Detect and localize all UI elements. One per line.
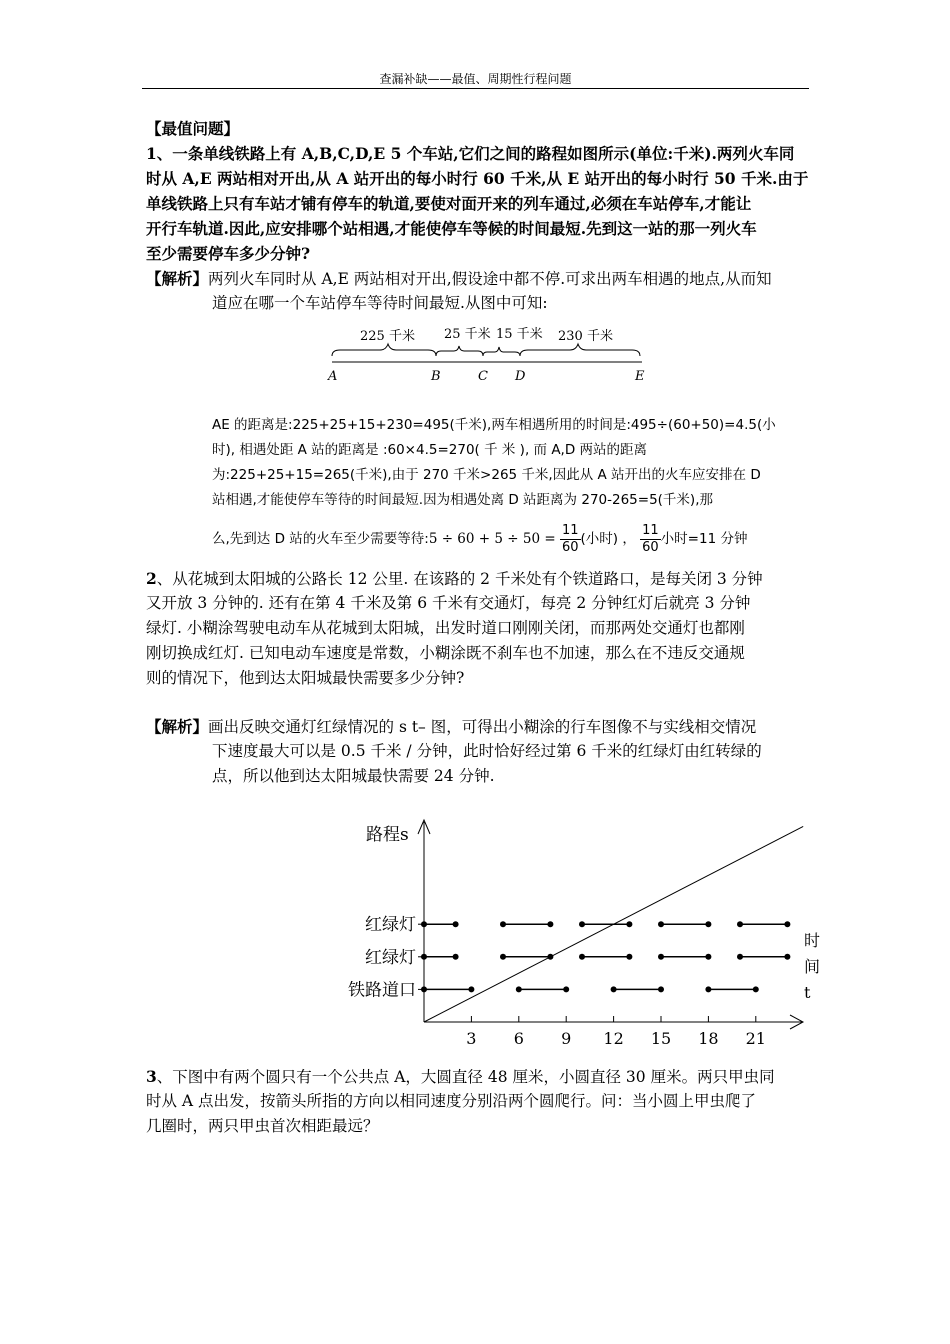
row-label: 红绿灯 [365,947,416,968]
formula: 5 ÷ 60 + 5 ÷ 50 = [428,531,556,547]
row-label: 红绿灯 [365,915,416,936]
chart-ticks [466,1016,766,1048]
interval-endpoint [579,921,585,927]
y-axis-label: 路程s [366,825,409,845]
fraction-numerator: 11 [561,522,579,538]
question-line: 开行车轨道.因此,应安排哪个站相遇,才能使停车等候的时间最短.先到这一站的那一列火车 [146,219,757,238]
interval-endpoint [658,954,664,960]
brace-ab [332,344,436,356]
section-title: 【最值问题】 [146,119,240,138]
interval-endpoint [421,986,427,992]
question-number: 3 [146,1067,157,1086]
question-line: 刚切换成红灯. 已知电动车速度是常数，小糊涂既不刹车也不加速，那么在不违反交通规 [146,644,745,662]
answer-line: AE 的距离是:225+25+15+230=495(千米),两车相遇所用的时间是:495÷(60+50)=4.5(小 [212,417,776,433]
answer-line: 画出反映交通灯红绿情况的 s t– 图，可得出小糊涂的行车图像不与实线相交情况 [208,718,757,736]
answer-tag: 【解析】 [146,717,209,736]
segment-label: 25 千米 [444,327,491,342]
question-line: 绿灯. 小糊涂驾驶电动车从花城到太阳城，出发时道口刚刚关闭，而那两处交通灯也都刚 [146,619,745,637]
segment-label: 15 千米 [496,327,543,342]
header-rule [142,88,809,89]
brace-de [520,344,640,356]
answer-tag: 【解析】 [146,269,209,288]
interval-endpoint [468,986,474,992]
interval-endpoint [579,954,585,960]
interval-endpoint [626,954,632,960]
question-line: 时从 A 点出发，按箭头所指的方向以相同速度分别沿两个圆爬行。问：当小圆上甲虫爬了 [146,1092,757,1110]
answer-line: 两列火车同时从 A,E 两站相对开出,假设途中都不停.可求出两车相遇的地点,从而知 [208,270,772,288]
answer-line: 站相遇,才能使停车等待的时间最短.因为相遇处离 D 站距离为 270-265=5(千米),那 [212,492,713,508]
interval-endpoint [658,986,664,992]
fraction-denominator: 60 [561,539,579,555]
page-header: 查漏补缺——最值、周期性行程问题 [379,72,572,86]
fraction [560,523,581,556]
interval-endpoint [547,921,553,927]
brace-cd [483,347,520,356]
answer-line: 点，所以他到达太阳城最快需要 24 分钟. [212,767,495,785]
interval-endpoint [421,954,427,960]
station-label: B [431,369,441,384]
question-number: 1 [146,144,157,163]
question-line: 、一条单线铁路上有 A,B,C,D,E 5 个车站,它们之间的路程如图所示(单位:千米).两列火车同 [156,144,795,163]
interval-endpoint [421,921,427,927]
x-axis-label: 时 [804,931,821,950]
interval-endpoint [658,921,664,927]
x-axis-label: t [804,983,811,1002]
fraction-denominator: 60 [642,539,659,555]
question-line: 又开放 3 分钟的. 还有在第 4 千米及第 6 千米有交通灯，每亮 2 分钟红灯后就亮 3 分钟 [146,594,751,612]
interval-endpoint [611,986,617,992]
x-axis-label: 间 [804,957,821,976]
railway-diagram [320,322,650,386]
interval-endpoint [705,986,711,992]
interval-endpoint [737,954,743,960]
question-line: 几圈时，两只甲虫首次相距最远？ [146,1117,379,1135]
interval-endpoint [626,921,632,927]
unit-text: 小时=11 分钟 [660,531,748,547]
x-tick-label: 15 [650,1029,672,1048]
answer-line: 时), 相遇处距 A 站的距离是 :60×4.5=270( 千 米 ), 而 A,D 两站的距离 [212,442,648,458]
station-label: A [328,369,338,384]
question-line: 时从 A,E 两站相对开出,从 A 站开出的每小时行 60 千米,从 E 站开出的每小时行 50 千米.由于 [146,169,809,188]
fraction-numerator: 11 [642,522,659,538]
answer-line: 下速度最大可以是 0.5 千米 / 分钟，此时恰好经过第 6 千米的红绿灯由红转绿的 [212,742,762,760]
interval-endpoint [753,986,759,992]
question-line: 、从花城到太阳城的公路长 12 公里. 在该路的 2 千米处有个铁道路口，是每关闭 3 分钟 [156,570,763,588]
answer-line: 么,先到达 D 站的火车至少需要等待: [212,531,429,547]
st-chart [330,800,830,1060]
interval-endpoint [453,954,459,960]
station-label: C [478,369,488,384]
station-label: E [635,369,645,384]
station-label: D [515,369,526,384]
answer-line: 为:225+25+15=265(千米),由于 270 千米>265 千米,因此从 A 站开出的火车应安排在 D [212,467,761,483]
interval-endpoint [784,954,790,960]
x-tick-label: 3 [466,1029,477,1048]
interval-endpoint [500,954,506,960]
interval-endpoint [705,921,711,927]
question-line: 至少需要停车多少分钟? [146,244,311,263]
segment-label: 225 千米 [360,329,415,344]
question-number: 2 [146,569,157,588]
interval-endpoint [737,921,743,927]
interval-endpoint [516,986,522,992]
unit-text: (小时) ， [580,531,636,547]
x-tick-label: 12 [603,1029,624,1048]
row-label: 铁路道口 [348,980,416,1001]
interval-endpoint [705,954,711,960]
answer-last-line [212,522,747,556]
interval-endpoint [563,986,569,992]
question-line: 则的情况下，他到达太阳城最快需要多少分钟? [146,669,465,687]
x-tick-label: 9 [561,1029,572,1048]
interval-endpoint [784,921,790,927]
interval-endpoint [453,921,459,927]
chart-rows [348,915,790,1000]
question-line: 、下图中有两个圆只有一个公共点 A，大圆直径 48 厘米，小圆直径 30 厘米。两只甲虫同 [156,1068,775,1086]
x-tick-label: 6 [513,1029,524,1048]
fraction [640,523,661,556]
x-tick-label: 18 [698,1029,719,1048]
segment-label: 230 千米 [558,329,613,344]
x-tick-label: 21 [745,1029,766,1048]
brace-bc [436,346,483,356]
interval-endpoint [500,921,506,927]
answer-line: 道应在哪一个车站停车等待时间最短.从图中可知: [212,294,548,312]
question-line: 单线铁路上只有车站才铺有停车的轨道,要使对面开来的列车通过,必须在车站停车,才能让 [146,194,752,213]
